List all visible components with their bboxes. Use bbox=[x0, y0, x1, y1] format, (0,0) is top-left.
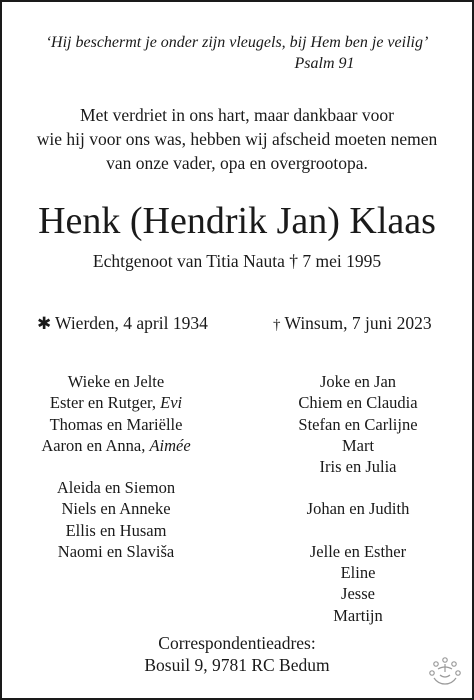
death-place-date: Winsum, 7 juni 2023 bbox=[284, 313, 432, 333]
birth-star-icon: ✱ bbox=[37, 314, 52, 333]
correspondence-address bbox=[2, 632, 472, 676]
quote-reference: Psalm 91 bbox=[294, 55, 355, 72]
family-line: Jelle en Esther bbox=[309, 541, 407, 561]
spouse-line: Echtgenoot van Titia Nauta † 7 mei 1995 bbox=[92, 251, 382, 271]
quote-text: ‘Hij beschermt je onder zijn vleugels, bij Hem ben je veilig’ bbox=[45, 34, 429, 51]
family-line: Eline bbox=[340, 563, 376, 583]
family-line: Iris en Julia bbox=[319, 457, 397, 477]
intro-text bbox=[2, 103, 472, 175]
birth-info bbox=[37, 312, 208, 335]
correspondence-street: Bosuil 9, 9781 RC Bedum bbox=[144, 655, 330, 675]
people-circle-logo-icon bbox=[428, 656, 462, 688]
family-line: Joke en Jan bbox=[319, 372, 397, 391]
family-line: Wieke en Jelte bbox=[67, 372, 165, 391]
family-line: Martijn bbox=[333, 605, 383, 625]
family-line: Johan en Judith bbox=[306, 499, 410, 519]
family-line: Naomi en Slaviša bbox=[57, 542, 175, 562]
correspondence-label: Correspondentieadres: bbox=[158, 633, 316, 653]
death-cross-icon: † bbox=[273, 317, 281, 333]
deceased-name: Henk (Hendrik Jan) Klaas bbox=[38, 200, 436, 242]
family-line: Mart bbox=[341, 435, 375, 455]
family-line: Ellis en Husam bbox=[65, 520, 167, 540]
family-line: Niels en Anneke bbox=[61, 499, 171, 519]
family-line: Stefan en Carlijne bbox=[298, 414, 418, 434]
birth-place-date: Wierden, 4 april 1934 bbox=[55, 313, 208, 333]
family-line: Aaron en Anna, Aimée bbox=[41, 435, 191, 455]
intro-line: wie hij voor ons was, hebben wij afscheid moeten nemen bbox=[36, 129, 438, 149]
family-line: Thomas en Mariëlle bbox=[49, 414, 183, 434]
family-line: Chiem en Claudia bbox=[298, 393, 418, 413]
intro-line: Met verdriet in ons hart, maar dankbaar voor bbox=[80, 105, 394, 125]
family-line: Ester en Rutger, Evi bbox=[49, 393, 183, 413]
intro-line: van onze vader, opa en overgrootopa. bbox=[106, 153, 368, 173]
family-line: Aleida en Siemon bbox=[56, 478, 176, 498]
family-right-column bbox=[242, 371, 474, 626]
family-line: Jesse bbox=[341, 584, 375, 604]
death-info bbox=[273, 312, 432, 336]
bible-quote bbox=[2, 32, 472, 74]
family-left-column bbox=[2, 371, 230, 562]
